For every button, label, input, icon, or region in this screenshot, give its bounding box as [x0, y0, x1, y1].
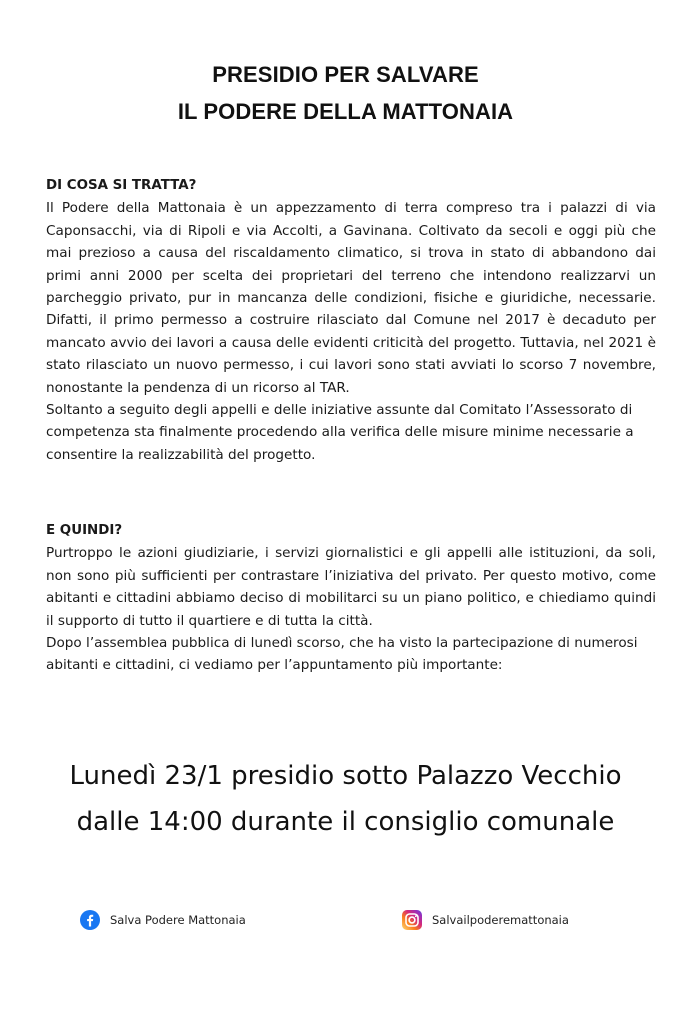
section-and-so [46, 520, 656, 677]
flyer-title [0, 56, 691, 130]
event-announcement [0, 753, 691, 845]
facebook-icon [80, 910, 100, 930]
title-line-1: PRESIDIO PER SALVARE [212, 62, 479, 87]
section-heading: E QUINDI? [46, 523, 123, 538]
announcement-line-2: dalle 14:00 durante il consiglio comunale [76, 807, 615, 837]
section-paragraph: Soltanto a seguito degli appelli e delle iniziative assunte dal Comitato l’Assessorato di competenza sta finalmente procedendo alla verifica delle misure minime necessarie a consentire la realizzabilità del progetto. [46, 402, 634, 463]
instagram-icon [402, 910, 422, 930]
section-paragraph: Dopo l’assemblea pubblica di lunedì scorso, che ha visto la partecipazione di numerosi abitanti e cittadini, ci vediamo per l’appuntamento più importante: [46, 635, 638, 674]
section-paragraph: Il Podere della Mattonaia è un appezzamento di terra compreso tra i palazzi di via Caponsacchi, via di Ripoli e via Accolti, a Gavinana. Coltivato da secoli e oggi più che mai prezioso a causa del riscaldamento climatico, si trova in stato di abbandono dai primi anni 2000 per scelta dei proprietari del terreno che intendono realizzarvi un parcheggio privato, pur in mancanza delle condizioni, fisiche e giuridiche, necessarie. Difatti, il primo permesso a costruire rilasciato dal Comune nel 2017 è decaduto per mancato avvio dei lavori a causa delle evidenti criticità del progetto. Tuttavia, nel 2021 è stato rilasciato un nuovo permesso, i cui lavori sono stati avviati lo scorso 7 novembre, nonostante la pendenza di un ricorso al TAR. [46, 200, 656, 396]
instagram-link[interactable] [402, 910, 569, 930]
announcement-line-1: Lunedì 23/1 presidio sotto Palazzo Vecchio [69, 761, 622, 791]
section-paragraph: Purtroppo le azioni giudiziarie, i servizi giornalistici e gli appelli alle istituzioni, da soli, non sono più sufficienti per contrastare l’iniziativa del privato. Per questo motivo, come abitanti e cittadini abbiamo deciso di mobilitarci su un piano politico, e chiediamo quindi il supporto di tutto il quartiere e di tutta la città. [46, 545, 656, 629]
facebook-label: Salva Podere Mattonaia [110, 913, 246, 927]
facebook-link[interactable] [80, 910, 246, 930]
section-what-is-it [46, 175, 656, 466]
section-heading: DI COSA SI TRATTA? [46, 178, 197, 193]
title-line-2: IL PODERE DELLA MATTONAIA [177, 99, 514, 124]
instagram-label: Salvailpoderemattonaia [432, 913, 569, 927]
